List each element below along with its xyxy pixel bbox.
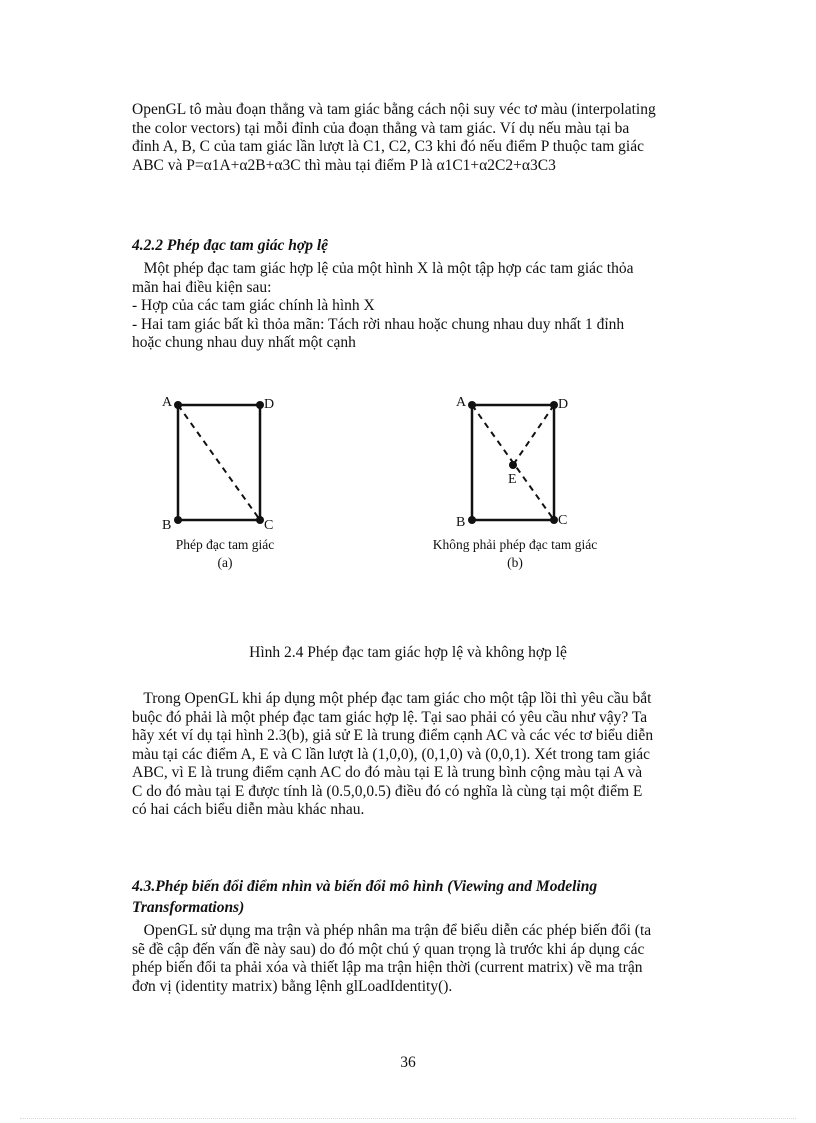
label-d: D	[264, 397, 275, 412]
text-line: phép biến đổi ta phải xóa và thiết lập ma trận hiện thời (current matrix) về ma trận	[132, 959, 643, 976]
text-line: ABC và P=α1A+α2B+α3C thì màu tại điểm P là α1C1+α2C2+α3C3	[132, 156, 556, 174]
section-4-3-body	[132, 922, 722, 996]
invalid-triangulation	[468, 401, 558, 524]
vertex-a	[174, 401, 182, 409]
label-c: C	[264, 518, 274, 533]
page-number: 36	[400, 1054, 416, 1071]
label-d: D	[558, 397, 569, 412]
vertex-c	[550, 516, 558, 524]
text-line: OpenGL sử dụng ma trận và phép nhân ma trận để biểu diễn các phép biến đổi (ta	[132, 922, 652, 939]
text-line: hãy xét ví dụ tại hình 2.3(b), giả sử E là trung điểm cạnh AC và các véc tơ biểu diễn	[132, 727, 654, 744]
label-b: B	[456, 515, 466, 530]
heading-line: Transformations)	[132, 899, 245, 916]
page-border	[20, 1118, 796, 1119]
label-a: A	[162, 395, 173, 410]
valid-triangulation	[174, 401, 264, 524]
text-line: hoặc chung nhau duy nhất một cạnh	[132, 334, 356, 351]
text-line: - Hai tam giác bất kì thỏa mãn: Tách rời nhau hoặc chung nhau duy nhất 1 đỉnh	[132, 315, 625, 333]
vertex-d	[256, 401, 264, 409]
vertex-b	[468, 516, 476, 524]
text-line: mãn hai điều kiện sau:	[132, 278, 272, 296]
text-line: C do đó màu tại E được tính là (0.5,0,0.5) điều đó có nghĩa là cùng tại một điểm E	[132, 782, 643, 800]
caption-b-index: (b)	[507, 555, 523, 570]
text-line: có hai cách biểu diễn màu khác nhau.	[132, 801, 365, 818]
vertex-b	[174, 516, 182, 524]
vertex-a	[468, 401, 476, 409]
label-c: C	[558, 513, 568, 528]
text-line: đỉnh A, B, C của tam giác lần lượt là C1, C2, C3 khi đó nếu điểm P thuộc tam giác	[132, 138, 644, 155]
text-line: Một phép đạc tam giác hợp lệ của một hình X là một tập hợp các tam giác thỏa	[132, 260, 634, 277]
text-line: the color vectors) tại mỗi đỉnh của đoạn thẳng và tam giác. Ví dụ nếu màu tại ba	[132, 119, 630, 137]
vertex-c	[256, 516, 264, 524]
caption-a: Phép đạc tam giác	[175, 537, 275, 552]
caption-b: Không phải phép đạc tam giác	[432, 537, 598, 552]
vertex-d	[550, 401, 558, 409]
label-b: B	[162, 518, 172, 533]
text-line: - Hợp của các tam giác chính là hình X	[132, 297, 375, 314]
text-line: đơn vị (identity matrix) bằng lệnh glLoadIdentity().	[132, 977, 453, 995]
segment-de	[513, 405, 554, 465]
text-line: Trong OpenGL khi áp dụng một phép đạc tam giác cho một tập lồi thì yêu cầu bắt	[132, 690, 652, 707]
text-line: buộc đó phải là một phép đạc tam giác hợp lệ. Tại sao phải có yêu cầu như vậy? Ta	[132, 708, 648, 726]
text-line: màu tại các điểm A, E và C lần lượt là (1,0,0), (0,1,0) và (0,0,1). Xét trong tam giác	[132, 745, 651, 763]
text-line: ABC, vì E là trung điểm cạnh AC do đó màu tại E là trung bình cộng màu tại A và	[132, 764, 643, 781]
explanation-paragraph	[132, 690, 722, 820]
vertex-e	[509, 461, 517, 469]
section-heading-4-2-2: 4.2.2 Phép đạc tam giác hợp lệ	[132, 237, 329, 254]
heading-line: 4.3.Phép biến đổi điểm nhìn và biến đổi mô hình (Viewing and Modeling	[132, 878, 598, 895]
section-4-2-2-body	[132, 260, 722, 353]
section-heading-4-3	[132, 876, 722, 918]
triangulation-figure	[150, 385, 630, 585]
figure-title: Hình 2.4 Phép đạc tam giác hợp lệ và không hợp lệ	[249, 644, 567, 661]
label-e: E	[508, 472, 517, 487]
label-a: A	[456, 395, 467, 410]
diagonal-ac	[178, 405, 260, 520]
intro-paragraph	[132, 101, 722, 175]
text-line: OpenGL tô màu đoạn thẳng và tam giác bằng cách nội suy véc tơ màu (interpolating	[132, 101, 656, 118]
text-line: sẽ đề cập đến vấn đề này sau) do đó một chú ý quan trọng là trước khi áp dụng các	[132, 940, 645, 958]
caption-a-index: (a)	[217, 555, 233, 570]
